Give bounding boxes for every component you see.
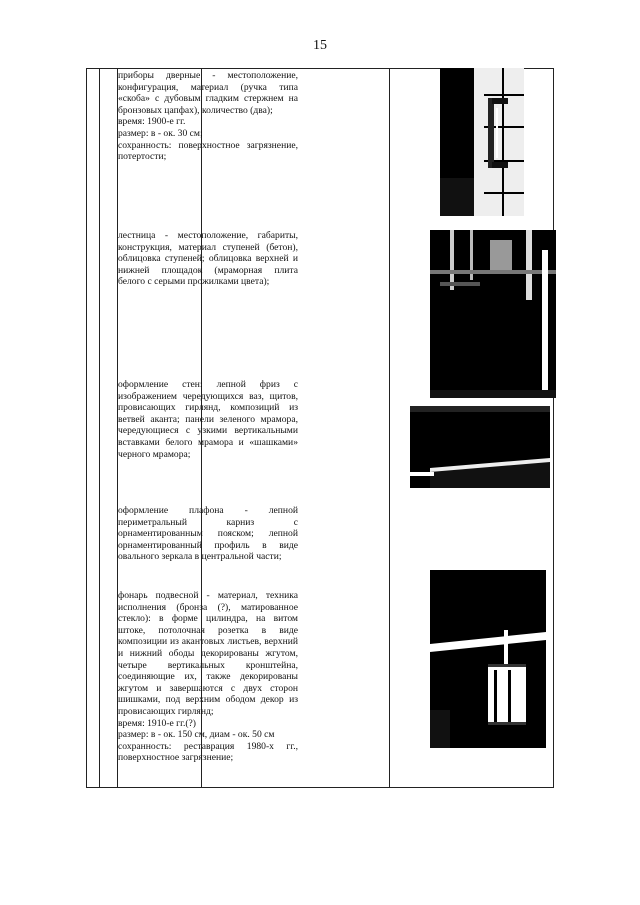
entry-wall-decoration (118, 379, 298, 460)
photo-staircase (430, 230, 556, 398)
entry-condition: сохранность: поверхностное загрязнение, потертости; (118, 139, 298, 163)
entry-time: время: 1900-е гг. (118, 116, 186, 128)
entry-staircase (118, 230, 298, 288)
photo-pendant-lantern (430, 570, 546, 748)
entry-text: оформление стен: лепной фриз с изображением чередующихся ваз, щитов, провисающих гирлянд, композиций из ветвей аканта; панели зеленого мрамора, чередующиеся с узкими вертикальными вставками белого мрамора и «шашками» черного мрамора; (118, 379, 298, 460)
entry-size: размер: в - ок. 150 см, диам - ок. 50 см (118, 729, 275, 741)
entry-text: приборы дверные - местоположение, конфигурация, материал (ручка типа «скоба» с дубовым гладким стержнем на бронзовых цапфах), количество (два); (118, 70, 298, 116)
column-divider (99, 69, 100, 787)
entry-text: лестница - местоположение, габариты, конструкция, материал ступеней (бетон), облицовка ступеней; облицовка верхней и нижней площадок (мраморная плита белого с серыми прожилками цвета); (118, 230, 298, 288)
entry-text: фонарь подвесной - материал, техника исполнения (бронза (?), матированное стекло): в форме цилиндра, на витом штоке, потолочная розетка в виде композиции из акантовых листьев, верхний и нижний ободы декорированы жгутом, четыре вертикальных кронштейна, соединяющие их, также декорированы жгутом и завершаются с двух сторон шишками, под верхним ободом декор из провисающих гирлянд; (118, 590, 298, 717)
column-divider (389, 69, 390, 787)
photo-door-handle (440, 68, 524, 216)
page-number: 15 (313, 38, 327, 53)
entry-text: оформление плафона - лепной периметральный карниз с орнаментированным пояском; лепной орнаментированный профиль в виде овального зеркала в центральной части; (118, 505, 298, 563)
entry-time: время: 1910-е гг.(?) (118, 717, 197, 729)
entry-pendant-lantern (118, 590, 298, 764)
entry-ceiling-decoration (118, 505, 298, 563)
entry-size: размер: в - ок. 30 см; (118, 127, 203, 139)
photo-wall-decoration (410, 406, 550, 488)
entry-condition: сохранность: реставрация 1980-х гг., поверхностное загрязнение; (118, 740, 298, 764)
entry-door-fittings (118, 70, 298, 163)
